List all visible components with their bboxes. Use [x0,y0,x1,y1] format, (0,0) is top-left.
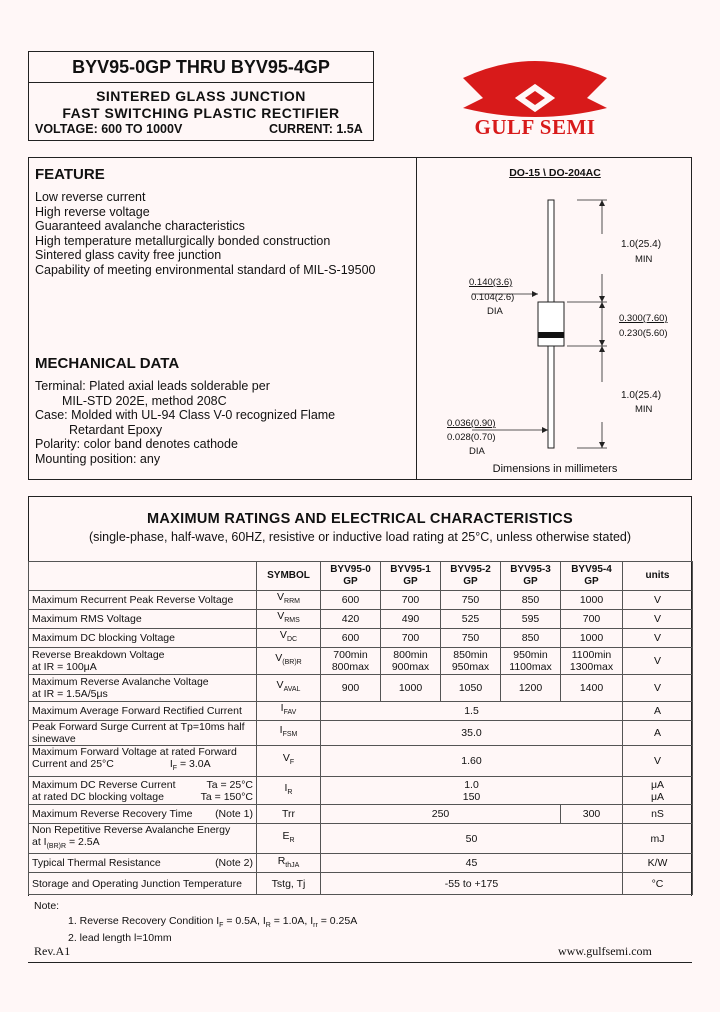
table-cell [561,648,623,675]
table-cell: 1050 [441,675,501,702]
cell-text: Peak Forward Surge Current at Tp=10ms half [32,721,245,733]
header-part-3 [501,562,561,591]
cell-text: = 3.0A [177,758,211,771]
cell-text: thJA [285,861,300,869]
cell-text: at rated DC blocking voltage [32,790,164,803]
cell-text: 700min [333,649,368,661]
part-number-title: BYV95-0GP THRU BYV95-4GP [72,57,330,77]
table-cell: V [623,591,693,610]
table-cell: K/W [623,854,693,873]
cell-text: = 2.5A [66,836,100,848]
footer-rule [28,962,692,963]
table-cell: 600 [321,591,381,610]
header-box [28,51,374,141]
table-cell [29,721,257,746]
cell-text [32,836,253,853]
cell-text: E [282,830,290,842]
list-item: Capability of meeting environmental standard of MIL-S-19500 [35,262,376,277]
table-cell [29,746,257,777]
table-cell [29,805,257,824]
current-spec: CURRENT: 1.5A [269,122,363,136]
table-cell: mJ [623,824,693,854]
cell-text: BYV95-4 [571,564,612,575]
package-name: DO-15 \ DO-204AC [509,167,601,179]
cell-text: μA [650,778,665,791]
cell-text [32,779,253,791]
cell-text: F [172,765,178,773]
table-cell: 300 [561,805,623,824]
header-units: units [623,562,693,591]
cell-text: (BR)R [282,659,302,667]
table-row [29,648,693,675]
table-cell: Storage and Operating Junction Temperature [29,873,257,895]
table-cell [501,648,561,675]
cell-text: RRM [284,598,300,606]
table-row [29,610,693,629]
cell-text: V [276,679,284,692]
table-row [29,721,693,746]
table-cell: 1400 [561,675,623,702]
table-cell: 420 [321,610,381,629]
cell-text: V [275,652,283,665]
lead-dia-max: 0.036(0.90) [447,418,496,429]
table-row [29,805,693,824]
table-cell [29,777,257,805]
body-dia-min: 0.104(2.6) [471,292,515,303]
cell-text: 1100max [509,661,552,673]
features-box [28,157,692,480]
cell-text: I [284,781,288,794]
table-cell: V [623,675,693,702]
table-row [29,873,693,895]
table-cell: 850 [501,591,561,610]
mechanical-heading: MECHANICAL DATA [35,355,180,372]
cell-text: GP [463,576,478,587]
note-text: R [265,921,271,929]
cell-text: BYV95-3 [510,564,551,575]
cell-text: 150 [462,790,481,803]
cell-text: Maximum Reverse Recovery Time [32,808,193,820]
cell-text: GP [343,576,358,587]
website-url: www.gulfsemi.com [558,944,652,958]
table-cell: 250 [321,805,561,824]
cell-text: sinewave [32,733,76,745]
list-item: High temperature metallurgically bonded construction [35,233,331,248]
table-cell [441,648,501,675]
note-1 [34,915,357,933]
table-row [29,777,693,805]
cell-text: GP [403,576,418,587]
header-part-0 [321,562,381,591]
table-cell [381,648,441,675]
cell-text [32,808,253,820]
table-cell: 850 [501,629,561,648]
table-cell: -55 to +175 [321,873,623,895]
cell-text: Maximum Reverse Avalanche Voltage [32,676,209,688]
lead-dia-min: 0.028(0.70) [447,432,496,443]
table-cell [257,824,321,854]
voltage-spec: VOLTAGE: 600 TO 1000V [35,122,183,136]
header-param [29,562,257,591]
list-item: Guaranteed avalanche characteristics [35,219,245,234]
table-cell [257,591,321,610]
table-cell: Maximum Recurrent Peak Reverse Voltage [29,591,257,610]
table-cell [29,854,257,873]
table-cell [321,648,381,675]
table-cell: 1.60 [321,746,623,777]
list-item: Polarity: color band denotes cathode [35,437,238,452]
table-cell: 45 [321,854,623,873]
cell-text: Maximum DC Reverse Current [32,778,176,791]
table-cell: A [623,721,693,746]
list-item: Mounting position: any [35,451,161,466]
header-part-4 [561,562,623,591]
table-cell [623,777,693,805]
ratings-subtitle: (single-phase, half-wave, 60HZ, resistive or inductive load rating at 25°C, unless otherwise stated) [88,530,632,544]
revision: Rev.A1 [34,944,71,958]
cell-text: DC [286,636,298,644]
cell-text: RMS [284,617,300,625]
notes-label: Note: [34,900,60,912]
cell-text: Current and 25°C [32,758,114,771]
table-cell [257,854,321,873]
table-cell: nS [623,805,693,824]
cell-text: V [279,629,287,642]
cell-text: at IR = 1.5A/5μs [32,688,108,700]
cell-text: Maximum Forward Voltage at rated Forward [32,746,237,759]
table-cell [257,702,321,721]
ratings-title: MAXIMUM RATINGS AND ELECTRICAL CHARACTERISTICS [147,511,573,527]
table-cell: 1.5 [321,702,623,721]
cell-text: 1100min [571,649,612,661]
cell-text: I [280,702,284,715]
cell-text: GP [523,576,538,587]
cell-text: FAV [283,709,297,717]
lead-length-bottom-min: MIN [635,404,653,415]
list-item: Low reverse current [35,190,146,204]
list-item: MIL-STD 202E, method 208C [62,393,227,408]
cell-text: BYV95-1 [390,564,431,575]
table-cell [257,777,321,805]
cell-text: (BR)R [46,843,67,851]
feature-heading: FEATURE [35,166,105,183]
table-cell: 600 [321,629,381,648]
lead-length-top: 1.0(25.4) [621,239,662,250]
table-cell: 700 [381,629,441,648]
cell-text: GP [584,576,599,587]
cell-text: I [279,724,283,737]
note-text: F [219,921,224,929]
cell-text: V [277,610,285,623]
cell-text [32,758,253,775]
cell-text: R [277,854,286,867]
note-text: rr [313,921,318,929]
body-dia-label: DIA [487,306,503,317]
body-length-max: 0.300(7.60) [619,313,668,324]
cell-text: 850min [453,649,488,661]
cell-text: BYV95-2 [450,564,491,575]
table-row [29,702,693,721]
header-part-1 [381,562,441,591]
table-cell: V [623,629,693,648]
table-cell: Maximum Average Forward Rectified Current [29,702,257,721]
cell-text: μA [650,790,665,803]
mechanical-list [35,379,335,467]
cell-text: 800min [393,649,428,661]
table-cell: Maximum DC blocking Voltage [29,629,257,648]
logo-text: GULF SEMI [474,115,596,139]
cell-text: 950max [451,661,490,673]
table-cell [257,675,321,702]
notes [34,900,357,945]
list-item: Terminal: Plated axial leads solderable per [35,379,270,393]
body-dia-max: 0.140(3.6) [469,277,513,288]
cell-text: Ta = 150°C [200,790,253,803]
table-row [29,824,693,854]
cell-text: BYV95-0 [330,564,371,575]
cell-text: 950min [513,649,548,661]
cell-text: 800max [331,661,370,673]
table-header-row [29,562,693,591]
cell-text: at I [32,836,47,848]
lead-length-top-min: MIN [635,254,653,265]
cell-text: V [277,591,285,604]
list-item: High reverse voltage [35,204,150,219]
cell-text: (Note 1) [215,808,253,820]
feature-list [35,190,375,278]
note-text: = 1.0A, I [270,914,314,927]
table-cell: 750 [441,629,501,648]
table-cell [257,648,321,675]
table-cell: 1000 [561,629,623,648]
table-cell: 750 [441,591,501,610]
cell-text: I [169,758,173,771]
cell-text: R [287,789,293,797]
cell-text: Typical Thermal Resistance [32,857,161,870]
table-cell: 1000 [561,591,623,610]
table-cell [257,629,321,648]
table-cell: 595 [501,610,561,629]
cell-text: AVAL [283,686,301,694]
cell-text [32,791,253,803]
list-item: Case: Molded with UL-94 Class V-0 recognized Flame [35,408,336,423]
table-cell: 700 [561,610,623,629]
header-line2: FAST SWITCHING PLASTIC RECTIFIER [62,105,340,121]
table-row [29,746,693,777]
table-cell: 1000 [381,675,441,702]
dimensions-caption: Dimensions in millimeters [492,463,618,475]
table-row [29,854,693,873]
table-cell: °C [623,873,693,895]
table-cell: V [623,746,693,777]
table-cell [257,746,321,777]
note-2: 2. lead length l=10mm [68,932,172,945]
table-cell: Trr [257,805,321,824]
table-cell: 1200 [501,675,561,702]
table-row [29,675,693,702]
table-cell [257,721,321,746]
cell-text: 1300max [569,661,614,673]
table-row [29,629,693,648]
header-part-2 [441,562,501,591]
table-cell: 700 [381,591,441,610]
cell-text: Ta = 25°C [206,778,253,791]
table-cell [257,610,321,629]
ratings-table [28,561,693,895]
cell-text: at IR = 100μA [32,661,97,673]
header-title-row [29,52,373,83]
lead-length-bottom: 1.0(25.4) [621,390,662,401]
logo [455,48,615,143]
cell-text [32,857,253,869]
cell-text: FSM [282,731,298,739]
lead-dia-label: DIA [469,446,485,457]
body-length-min: 0.230(5.60) [619,328,668,339]
table-cell: 50 [321,824,623,854]
table-cell: A [623,702,693,721]
table-cell: 490 [381,610,441,629]
table-cell: Maximum RMS Voltage [29,610,257,629]
header-symbol: SYMBOL [257,562,321,591]
table-cell: 525 [441,610,501,629]
note-text: 1. Reverse Recovery Condition I [68,914,220,927]
cell-text: F [289,759,295,767]
table-cell: Tstg, Tj [257,873,321,895]
table-cell [29,675,257,702]
table-cell [29,824,257,854]
table-cell: 900 [321,675,381,702]
cell-text: (Note 2) [215,857,253,870]
note-text: = 0.25A [317,914,358,927]
list-item: Sintered glass cavity free junction [35,248,222,263]
cell-text: 1.0 [464,778,479,791]
cell-text: 900max [391,661,430,673]
cell-text: Reverse Breakdown Voltage [32,649,165,661]
header-line1: SINTERED GLASS JUNCTION [96,88,306,104]
table-cell: 35.0 [321,721,623,746]
table-cell: V [623,610,693,629]
cell-text: V [282,752,290,765]
table-cell [321,777,623,805]
table-cell [29,648,257,675]
table-cell: V [623,648,693,675]
note-text: = 0.5A, I [223,914,266,927]
cell-text: Non Repetitive Reverse Avalanche Energy [32,824,231,836]
table-row [29,591,693,610]
cell-text: R [289,837,295,845]
list-item: Retardant Epoxy [69,422,163,437]
